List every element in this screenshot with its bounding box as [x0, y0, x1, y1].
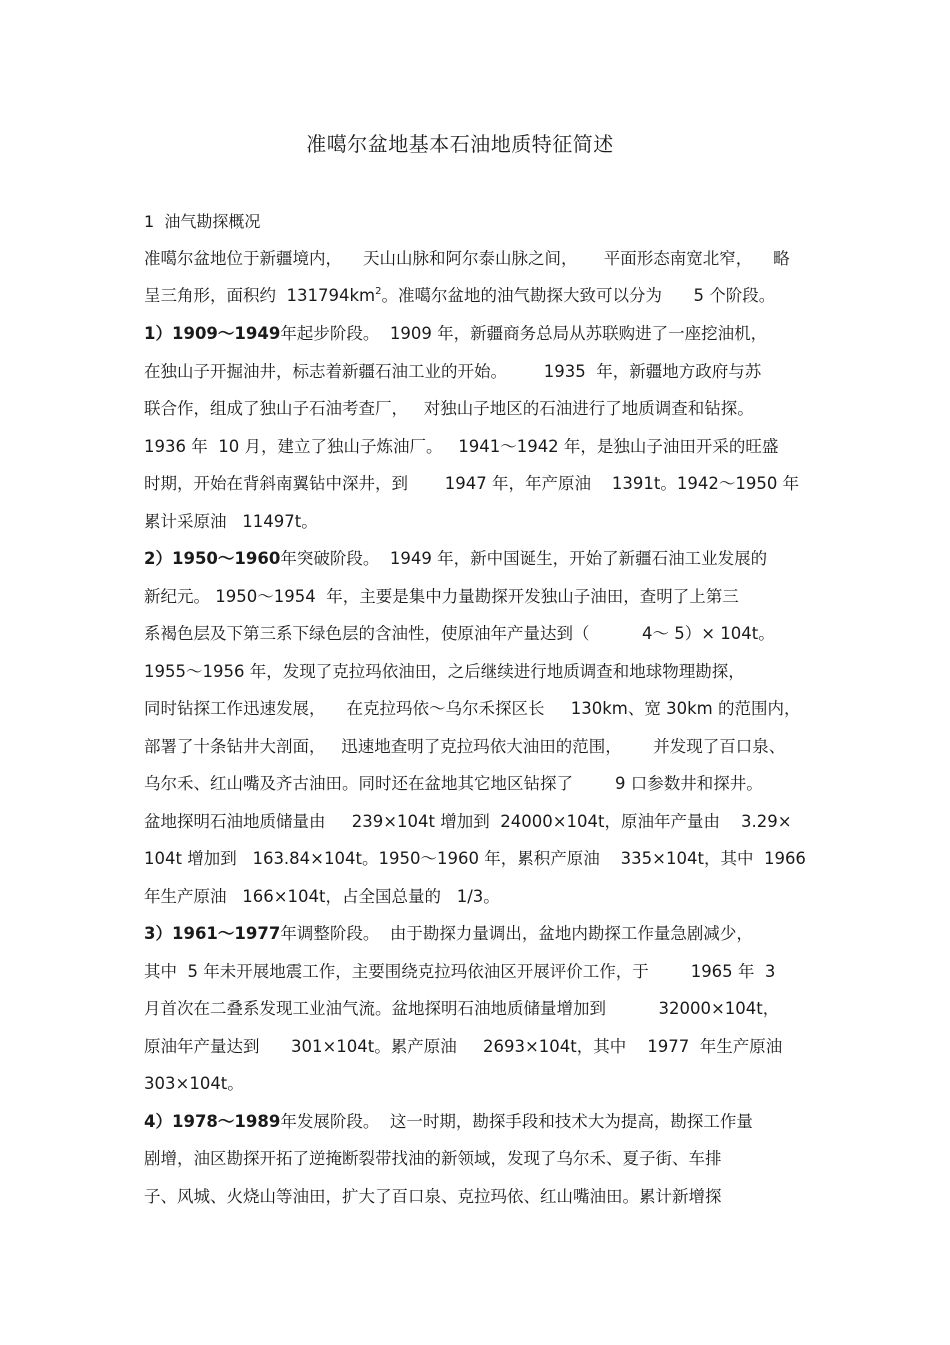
stage2-heading-line	[144, 551, 767, 568]
stage2-line: 乌尔禾、红山嘴及齐古油田。同时还在盆地其它地区钻探了 9 口参数井和探井。	[144, 774, 763, 793]
stage4-years: 1978～1989	[171, 1112, 281, 1131]
stage4-prefix: 4）	[144, 1112, 172, 1131]
stage3-line: 原油年产量达到 301×104t。累产原油 2693×104t，其中 1977 年生产原油	[144, 1037, 783, 1056]
intro-line-1: 准噶尔盆地位于新疆境内， 天山山脉和阿尔泰山脉之间， 平面形态南宽北窄， 略	[144, 249, 790, 268]
stage3-line: 月首次在二叠系发现工业油气流。盆地探明石油地质储量增加到 32000×104t，	[144, 999, 780, 1018]
stage4-first-text: 年发展阶段。 这一时期，勘探手段和技术大为提高，勘探工作量	[280, 1112, 753, 1131]
document-title: 准噶尔盆地基本石油地质特征简述	[306, 132, 614, 156]
superscript-2: 2	[375, 286, 382, 297]
stage2-line: 部署了十条钻井大剖面， 迅速地查明了克拉玛依大油田的范围， 并发现了百口泉、	[144, 737, 786, 756]
intro-line-2	[144, 288, 775, 305]
stage2-prefix: 2）	[144, 549, 172, 568]
stage2-line: 1955～1956 年，发现了克拉玛依油田，之后继续进行地质调查和地球物理勘探，	[144, 662, 745, 681]
stage3-years: 1961～1977	[171, 924, 281, 943]
stage4-line: 子、风城、火烧山等油田，扩大了百口泉、克拉玛依、红山嘴油田。累计新增探	[144, 1187, 722, 1206]
stage2-line: 新纪元。 1950～1954 年，主要是集中力量勘探开发独山子油田，查明了上第三	[144, 587, 739, 606]
intro-line-2-end: 。准噶尔盆地的油气勘探大致可以分为 5 个阶段。	[381, 286, 776, 305]
stage2-first-text: 年突破阶段。 1949 年，新中国诞生，开始了新疆石油工业发展的	[280, 549, 768, 568]
stage4-heading-line	[144, 1114, 753, 1131]
stage1-years: 1909～1949	[171, 324, 281, 343]
stage3-line: 303×104t。	[144, 1074, 244, 1093]
stage2-line: 系褐色层及下第三系下绿色层的含油性，使原油年产量达到（ 4～ 5）× 104t。	[144, 624, 775, 643]
stage1-line: 联合作，组成了独山子石油考查厂， 对独山子地区的石油进行了地质调查和钻探。	[144, 399, 754, 418]
stage2-line: 同时钻探工作迅速发展， 在克拉玛依～乌尔禾探区长 130km、宽 30km 的范围内，	[144, 699, 801, 718]
stage4-line: 剧增，油区勘探开拓了逆掩断裂带找油的新领域，发现了乌尔禾、夏子街、车排	[144, 1149, 722, 1168]
stage3-prefix: 3）	[144, 924, 172, 943]
stage1-line: 累计采原油 11497t。	[144, 512, 318, 531]
stage1-line: 时期，开始在背斜南翼钻中深井，到 1947 年，年产原油 1391t。1942～1950 年	[144, 474, 800, 493]
stage1-heading-line	[144, 326, 767, 343]
stage2-years: 1950～1960	[171, 549, 281, 568]
intro-line-2-text: 呈三角形，面积约 131794km	[144, 286, 376, 305]
stage3-first-text: 年调整阶段。 由于勘探力量调出，盆地内勘探工作量急剧减少，	[280, 924, 753, 943]
stage1-line: 1936 年 10 月，建立了独山子炼油厂。 1941～1942 年，是独山子油田开采的旺盛	[144, 437, 779, 456]
stage3-line: 其中 5 年未开展地震工作，主要围绕克拉玛依油区开展评价工作，于 1965 年 3	[144, 962, 776, 981]
stage1-first-text: 年起步阶段。 1909 年，新疆商务总局从苏联购进了一座挖油机，	[280, 324, 768, 343]
stage2-line: 盆地探明石油地质储量由 239×104t 增加到 24000×104t，原油年产量由 3.29×	[144, 812, 792, 831]
stage3-heading-line	[144, 926, 753, 943]
stage1-prefix: 1）	[144, 324, 172, 343]
section-heading: 1 油气勘探概况	[144, 212, 261, 231]
stage2-line: 年生产原油 166×104t，占全国总量的 1/3。	[144, 887, 500, 906]
stage1-line: 在独山子开掘油井，标志着新疆石油工业的开始。 1935 年，新疆地方政府与苏	[144, 362, 762, 381]
stage2-line: 104t 增加到 163.84×104t。1950～1960 年，累积产原油 335×104t，其中 1966	[144, 849, 806, 868]
